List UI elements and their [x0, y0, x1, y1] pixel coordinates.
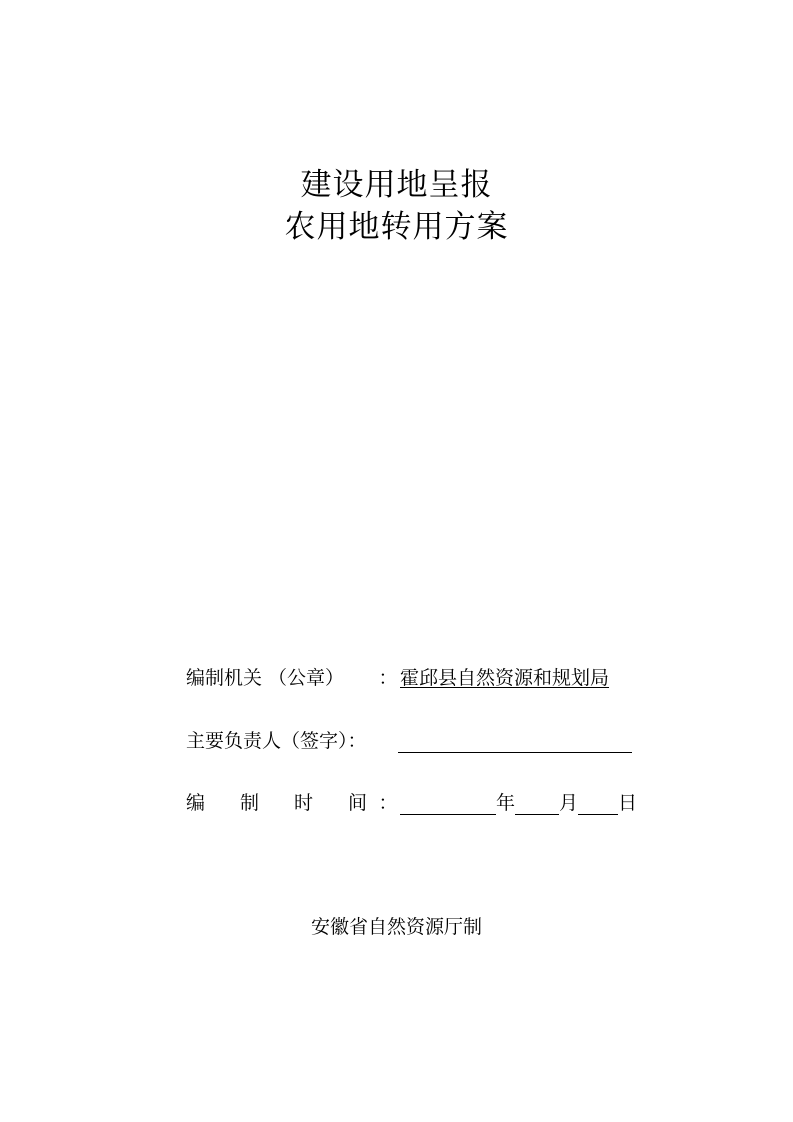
responsible-person-label: 主要负责人（签字）： — [186, 730, 367, 752]
compile-date-label — [186, 791, 376, 815]
compile-date-label-char-2: 制 — [240, 792, 260, 814]
compiling-authority-label: 编制机关 （公章） — [186, 667, 345, 689]
document-title-line-2: 农用地转用方案 — [284, 209, 509, 245]
compile-date-label-char-3: 时 — [294, 792, 314, 814]
compile-date-label-char-1: 编 — [186, 792, 206, 814]
document-title-line-1: 建设用地呈报 — [300, 167, 493, 203]
compiling-authority-value: 霍邱县自然资源和规划局 — [400, 667, 610, 689]
responsible-person-row — [186, 729, 632, 753]
compile-date-colon: ： — [378, 792, 398, 814]
issuing-authority: 安徽省自然资源厅制 — [310, 916, 482, 938]
compiling-authority-colon: ： — [378, 667, 398, 689]
month-unit: 月 — [559, 792, 579, 814]
signature-blank[interactable] — [398, 731, 632, 753]
compile-date-row — [186, 791, 637, 815]
compile-date-label-char-4: 间 — [348, 792, 368, 814]
compiling-authority-row — [186, 666, 609, 690]
day-unit: 日 — [618, 792, 638, 814]
month-blank[interactable] — [515, 793, 559, 815]
year-blank[interactable] — [400, 793, 496, 815]
year-unit: 年 — [496, 792, 516, 814]
day-blank[interactable] — [578, 793, 618, 815]
